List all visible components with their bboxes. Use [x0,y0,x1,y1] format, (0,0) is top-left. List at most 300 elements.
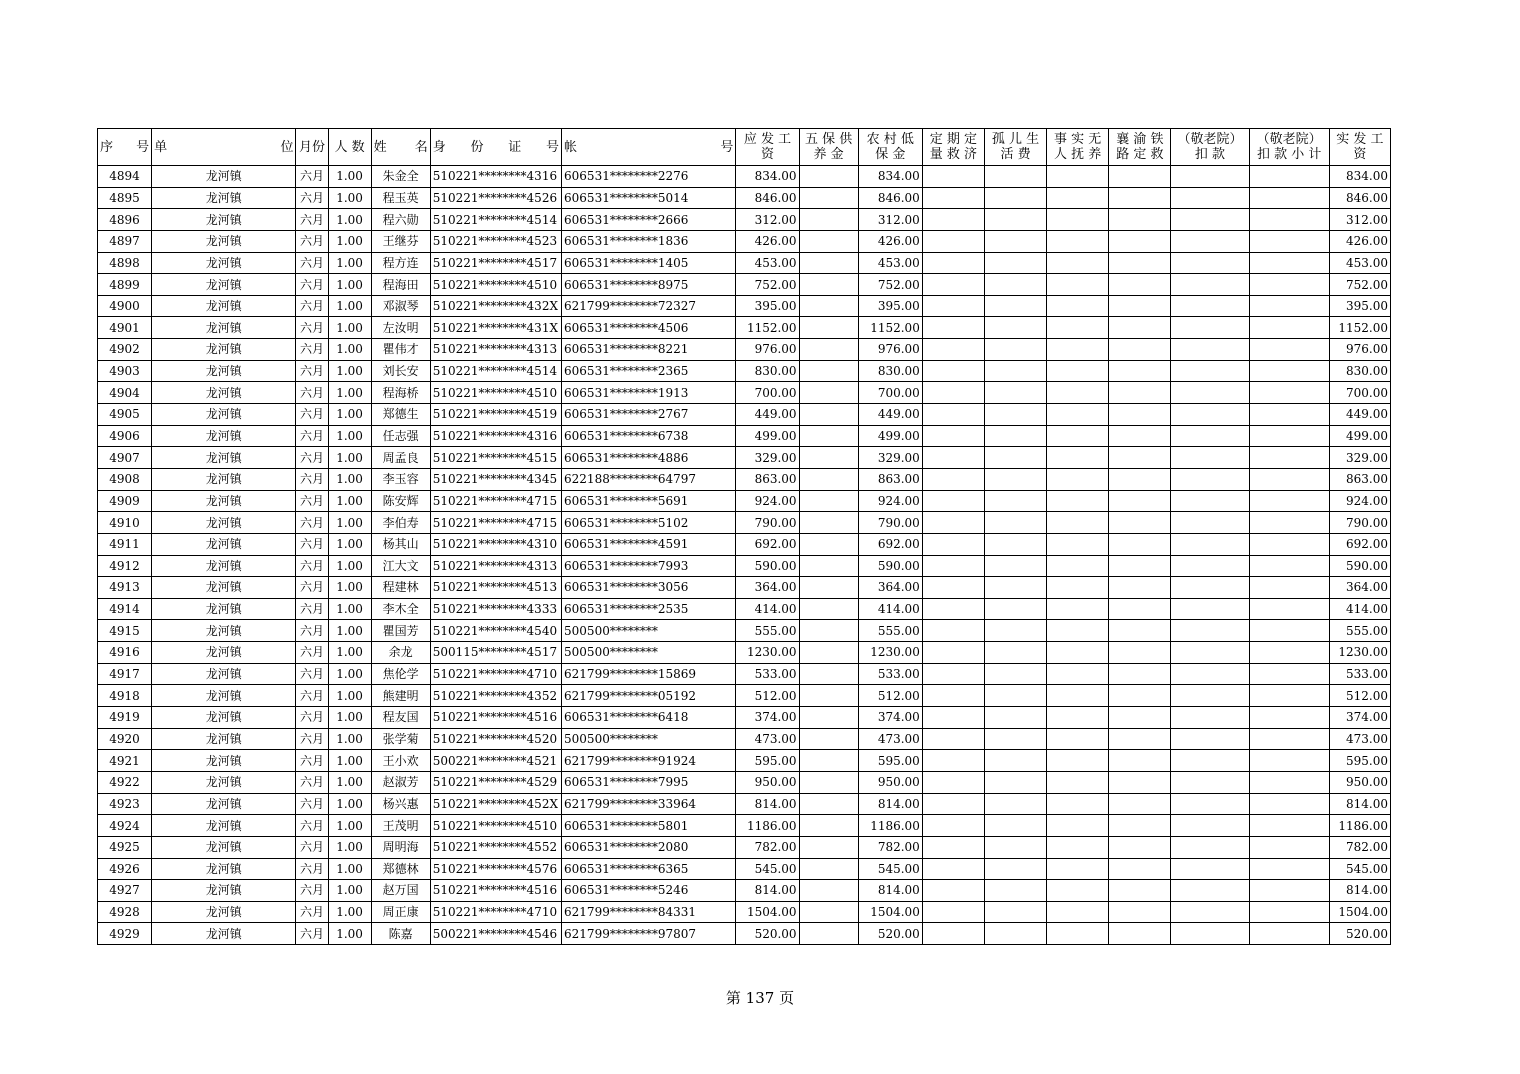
col-header-guer: 孤 儿 生 活 费 [984,129,1046,166]
cell-name: 江大文 [371,555,430,577]
cell-actual: 512.00 [1329,685,1390,707]
col-header-count: 人 数 [328,129,371,166]
cell-seq: 4922 [98,771,152,793]
cell-xiangyu [1109,230,1171,252]
cell-actual: 976.00 [1329,339,1390,361]
cell-xiangyu [1109,360,1171,382]
cell-guer [984,252,1046,274]
cell-jly-deduct [1171,880,1249,902]
table-row [98,468,1391,490]
cell-shishi [1047,642,1109,664]
cell-account: 621799********05192 [562,685,736,707]
cell-jly-deduct [1171,490,1249,512]
cell-month: 六月 [296,339,328,361]
cell-jly-subtotal [1249,295,1329,317]
table-row [98,382,1391,404]
col-header-actual: 实 发 工 资 [1329,129,1390,166]
cell-month: 六月 [296,663,328,685]
cell-dibao: 449.00 [858,404,922,426]
cell-actual: 1504.00 [1329,901,1390,923]
cell-dingqi [922,230,984,252]
cell-wubao [799,836,858,858]
cell-jly-deduct [1171,447,1249,469]
cell-id: 500221********4521 [430,750,561,772]
cell-seq: 4917 [98,663,152,685]
cell-wubao [799,598,858,620]
cell-seq: 4925 [98,836,152,858]
cell-month: 六月 [296,187,328,209]
cell-wubao [799,771,858,793]
cell-jly-deduct [1171,815,1249,837]
cell-seq: 4926 [98,858,152,880]
cell-name: 李伯寿 [371,512,430,534]
cell-jly-deduct [1171,620,1249,642]
cell-dingqi [922,793,984,815]
cell-xiangyu [1109,750,1171,772]
cell-seq: 4913 [98,577,152,599]
cell-dibao: 700.00 [858,382,922,404]
cell-jly-deduct [1171,512,1249,534]
col-header-jly-deduct: （敬老院） 扣 款 [1171,129,1249,166]
cell-guer [984,360,1046,382]
cell-count: 1.00 [328,750,371,772]
cell-wubao [799,425,858,447]
cell-jly-subtotal [1249,252,1329,274]
cell-dingqi [922,771,984,793]
cell-wubao [799,490,858,512]
cell-shishi [1047,360,1109,382]
cell-unit: 龙河镇 [152,317,296,339]
cell-account: 500500******** [562,620,736,642]
cell-payable: 752.00 [736,274,799,296]
cell-actual: 1186.00 [1329,815,1390,837]
cell-guer [984,382,1046,404]
cell-dingqi [922,901,984,923]
cell-unit: 龙河镇 [152,187,296,209]
cell-seq: 4906 [98,425,152,447]
cell-jly-subtotal [1249,555,1329,577]
cell-shishi [1047,923,1109,945]
cell-month: 六月 [296,490,328,512]
cell-month: 六月 [296,468,328,490]
cell-dibao: 520.00 [858,923,922,945]
cell-seq: 4902 [98,339,152,361]
cell-id: 510221********432X [430,295,561,317]
cell-seq: 4897 [98,230,152,252]
cell-dibao: 692.00 [858,533,922,555]
cell-payable: 1504.00 [736,901,799,923]
table-row [98,230,1391,252]
cell-actual: 473.00 [1329,728,1390,750]
cell-name: 熊建明 [371,685,430,707]
cell-dingqi [922,274,984,296]
cell-wubao [799,447,858,469]
cell-dingqi [922,750,984,772]
cell-dingqi [922,360,984,382]
cell-payable: 846.00 [736,187,799,209]
cell-jly-deduct [1171,317,1249,339]
cell-wubao [799,642,858,664]
cell-jly-deduct [1171,750,1249,772]
cell-id: 510221********4352 [430,685,561,707]
cell-account: 606531********1913 [562,382,736,404]
cell-dingqi [922,815,984,837]
cell-name: 王小欢 [371,750,430,772]
cell-guer [984,620,1046,642]
cell-guer [984,707,1046,729]
cell-name: 王继芬 [371,230,430,252]
cell-payable: 374.00 [736,707,799,729]
table-row [98,404,1391,426]
cell-payable: 782.00 [736,836,799,858]
cell-name: 李木全 [371,598,430,620]
cell-account: 621799********33964 [562,793,736,815]
cell-count: 1.00 [328,642,371,664]
cell-id: 510221********4516 [430,880,561,902]
cell-id: 510221********4710 [430,901,561,923]
cell-id: 510221********4514 [430,360,561,382]
cell-guer [984,750,1046,772]
cell-xiangyu [1109,858,1171,880]
cell-name: 瞿国芳 [371,620,430,642]
cell-xiangyu [1109,663,1171,685]
table-row [98,360,1391,382]
cell-wubao [799,815,858,837]
cell-seq: 4912 [98,555,152,577]
cell-count: 1.00 [328,230,371,252]
table-row [98,771,1391,793]
cell-name: 程六勋 [371,209,430,231]
cell-id: 510221********4529 [430,771,561,793]
cell-id: 510221********4514 [430,209,561,231]
cell-wubao [799,901,858,923]
cell-account: 606531********7993 [562,555,736,577]
cell-dibao: 1230.00 [858,642,922,664]
cell-id: 510221********4523 [430,230,561,252]
cell-jly-subtotal [1249,685,1329,707]
cell-count: 1.00 [328,252,371,274]
cell-account: 621799********84331 [562,901,736,923]
cell-id: 510221********4515 [430,447,561,469]
cell-dingqi [922,339,984,361]
cell-wubao [799,555,858,577]
cell-actual: 1152.00 [1329,317,1390,339]
cell-payable: 790.00 [736,512,799,534]
cell-dingqi [922,598,984,620]
cell-actual: 924.00 [1329,490,1390,512]
cell-actual: 863.00 [1329,468,1390,490]
cell-shishi [1047,490,1109,512]
table-row [98,815,1391,837]
cell-wubao [799,577,858,599]
cell-actual: 782.00 [1329,836,1390,858]
cell-name: 朱金全 [371,166,430,188]
cell-jly-subtotal [1249,815,1329,837]
cell-id: 500115********4517 [430,642,561,664]
cell-xiangyu [1109,815,1171,837]
col-header-account: 帐 号 [562,129,736,166]
cell-count: 1.00 [328,923,371,945]
table-row [98,685,1391,707]
cell-jly-subtotal [1249,598,1329,620]
cell-month: 六月 [296,836,328,858]
cell-seq: 4927 [98,880,152,902]
cell-actual: 395.00 [1329,295,1390,317]
cell-name: 陈嘉 [371,923,430,945]
cell-payable: 364.00 [736,577,799,599]
cell-shishi [1047,187,1109,209]
cell-unit: 龙河镇 [152,793,296,815]
cell-actual: 752.00 [1329,274,1390,296]
cell-shishi [1047,274,1109,296]
cell-unit: 龙河镇 [152,533,296,555]
cell-month: 六月 [296,533,328,555]
table-row [98,728,1391,750]
cell-jly-deduct [1171,771,1249,793]
cell-actual: 329.00 [1329,447,1390,469]
cell-dingqi [922,468,984,490]
cell-account: 606531********2276 [562,166,736,188]
cell-account: 606531********1405 [562,252,736,274]
cell-dibao: 1504.00 [858,901,922,923]
col-header-unit: 单 位 [152,129,296,166]
cell-xiangyu [1109,533,1171,555]
cell-shishi [1047,468,1109,490]
cell-seq: 4909 [98,490,152,512]
cell-payable: 830.00 [736,360,799,382]
table-row [98,209,1391,231]
cell-guer [984,728,1046,750]
table-row [98,166,1391,188]
cell-count: 1.00 [328,295,371,317]
cell-month: 六月 [296,577,328,599]
cell-id: 510221********4516 [430,707,561,729]
cell-account: 606531********8221 [562,339,736,361]
cell-jly-deduct [1171,425,1249,447]
cell-jly-subtotal [1249,512,1329,534]
cell-guer [984,274,1046,296]
cell-guer [984,425,1046,447]
cell-unit: 龙河镇 [152,339,296,361]
cell-shishi [1047,317,1109,339]
cell-account: 500500******** [562,642,736,664]
cell-unit: 龙河镇 [152,620,296,642]
cell-xiangyu [1109,577,1171,599]
cell-shishi [1047,295,1109,317]
cell-jly-subtotal [1249,382,1329,404]
cell-count: 1.00 [328,728,371,750]
cell-actual: 846.00 [1329,187,1390,209]
cell-unit: 龙河镇 [152,598,296,620]
cell-jly-subtotal [1249,923,1329,945]
table-row [98,512,1391,534]
cell-name: 郑德生 [371,404,430,426]
cell-month: 六月 [296,728,328,750]
cell-unit: 龙河镇 [152,447,296,469]
cell-seq: 4895 [98,187,152,209]
cell-guer [984,209,1046,231]
cell-unit: 龙河镇 [152,360,296,382]
cell-wubao [799,166,858,188]
cell-guer [984,555,1046,577]
cell-seq: 4919 [98,707,152,729]
cell-xiangyu [1109,447,1171,469]
cell-account: 606531********7995 [562,771,736,793]
cell-payable: 329.00 [736,447,799,469]
cell-xiangyu [1109,512,1171,534]
cell-xiangyu [1109,404,1171,426]
cell-unit: 龙河镇 [152,274,296,296]
cell-id: 510221********4310 [430,533,561,555]
cell-payable: 1152.00 [736,317,799,339]
cell-id: 510221********4313 [430,555,561,577]
cell-unit: 龙河镇 [152,577,296,599]
cell-dingqi [922,187,984,209]
cell-jly-subtotal [1249,187,1329,209]
cell-id: 510221********4576 [430,858,561,880]
cell-name: 郑德林 [371,858,430,880]
cell-jly-subtotal [1249,577,1329,599]
cell-wubao [799,339,858,361]
cell-month: 六月 [296,317,328,339]
cell-xiangyu [1109,923,1171,945]
cell-dibao: 782.00 [858,836,922,858]
table-row [98,598,1391,620]
cell-jly-subtotal [1249,339,1329,361]
cell-payable: 692.00 [736,533,799,555]
cell-jly-deduct [1171,252,1249,274]
cell-guer [984,490,1046,512]
cell-account: 606531********6738 [562,425,736,447]
cell-actual: 499.00 [1329,425,1390,447]
cell-payable: 426.00 [736,230,799,252]
cell-xiangyu [1109,555,1171,577]
cell-jly-subtotal [1249,447,1329,469]
cell-count: 1.00 [328,339,371,361]
cell-payable: 312.00 [736,209,799,231]
cell-id: 510221********4316 [430,425,561,447]
cell-shishi [1047,252,1109,274]
cell-unit: 龙河镇 [152,425,296,447]
cell-name: 杨兴惠 [371,793,430,815]
cell-wubao [799,512,858,534]
cell-shishi [1047,555,1109,577]
col-header-seq: 序 号 [98,129,152,166]
cell-actual: 426.00 [1329,230,1390,252]
cell-wubao [799,707,858,729]
cell-seq: 4911 [98,533,152,555]
cell-wubao [799,252,858,274]
cell-actual: 449.00 [1329,404,1390,426]
cell-dibao: 533.00 [858,663,922,685]
cell-xiangyu [1109,685,1171,707]
cell-jly-subtotal [1249,317,1329,339]
cell-dingqi [922,836,984,858]
cell-account: 606531********5014 [562,187,736,209]
cell-dingqi [922,404,984,426]
cell-count: 1.00 [328,771,371,793]
cell-jly-deduct [1171,663,1249,685]
cell-count: 1.00 [328,707,371,729]
cell-account: 606531********3056 [562,577,736,599]
cell-payable: 449.00 [736,404,799,426]
cell-dingqi [922,447,984,469]
cell-jly-subtotal [1249,707,1329,729]
cell-wubao [799,728,858,750]
cell-jly-deduct [1171,339,1249,361]
table-row [98,923,1391,945]
cell-xiangyu [1109,209,1171,231]
cell-count: 1.00 [328,447,371,469]
table-row [98,707,1391,729]
cell-count: 1.00 [328,468,371,490]
cell-wubao [799,880,858,902]
cell-unit: 龙河镇 [152,728,296,750]
cell-name: 周明海 [371,836,430,858]
cell-payable: 555.00 [736,620,799,642]
cell-account: 606531********1836 [562,230,736,252]
cell-shishi [1047,901,1109,923]
cell-jly-subtotal [1249,858,1329,880]
cell-shishi [1047,425,1109,447]
cell-seq: 4901 [98,317,152,339]
cell-unit: 龙河镇 [152,858,296,880]
cell-dibao: 312.00 [858,209,922,231]
cell-dibao: 555.00 [858,620,922,642]
cell-shishi [1047,533,1109,555]
cell-month: 六月 [296,360,328,382]
cell-month: 六月 [296,555,328,577]
col-header-xiangyu: 襄 渝 铁 路 定 救 [1109,129,1171,166]
cell-count: 1.00 [328,815,371,837]
cell-unit: 龙河镇 [152,880,296,902]
cell-xiangyu [1109,707,1171,729]
cell-actual: 590.00 [1329,555,1390,577]
cell-account: 606531********6365 [562,858,736,880]
cell-jly-deduct [1171,728,1249,750]
cell-actual: 1230.00 [1329,642,1390,664]
cell-wubao [799,317,858,339]
cell-jly-deduct [1171,707,1249,729]
cell-seq: 4898 [98,252,152,274]
table-row [98,533,1391,555]
cell-xiangyu [1109,274,1171,296]
cell-jly-deduct [1171,836,1249,858]
cell-guer [984,512,1046,534]
cell-xiangyu [1109,642,1171,664]
cell-count: 1.00 [328,880,371,902]
cell-account: 606531********2767 [562,404,736,426]
cell-shishi [1047,836,1109,858]
cell-month: 六月 [296,404,328,426]
cell-actual: 545.00 [1329,858,1390,880]
cell-dibao: 814.00 [858,793,922,815]
cell-payable: 520.00 [736,923,799,945]
table-row [98,577,1391,599]
cell-dibao: 834.00 [858,166,922,188]
cell-wubao [799,209,858,231]
cell-dibao: 374.00 [858,707,922,729]
cell-wubao [799,685,858,707]
cell-name: 李玉容 [371,468,430,490]
cell-xiangyu [1109,166,1171,188]
cell-dingqi [922,317,984,339]
cell-count: 1.00 [328,425,371,447]
cell-unit: 龙河镇 [152,663,296,685]
cell-count: 1.00 [328,317,371,339]
cell-dibao: 590.00 [858,555,922,577]
cell-shishi [1047,771,1109,793]
